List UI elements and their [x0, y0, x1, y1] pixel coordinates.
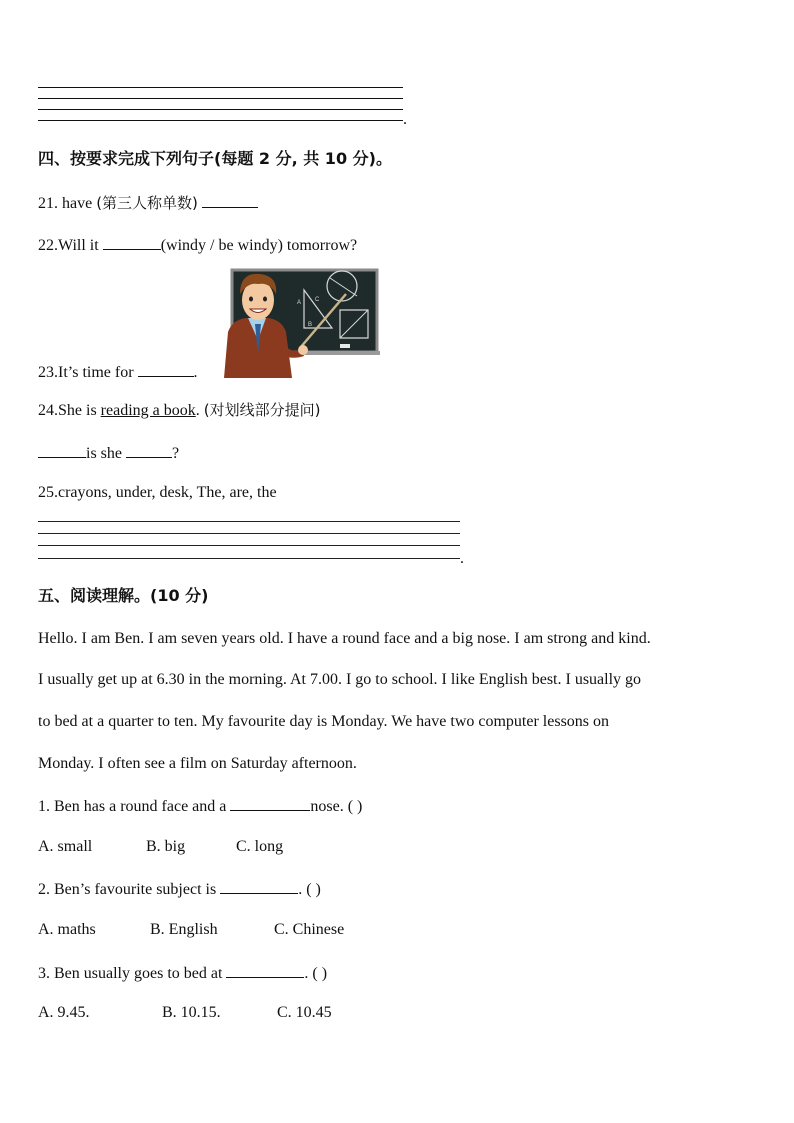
q24-blank-2[interactable]	[126, 442, 172, 458]
q21-word: have	[62, 195, 93, 212]
rq1-option-b[interactable]: B. big	[146, 838, 186, 855]
q21-blank[interactable]	[202, 192, 258, 208]
question-24	[38, 400, 320, 421]
rq1-stem-end: nose. ( )	[310, 798, 363, 815]
q24-answer-end: ?	[172, 445, 180, 462]
q23-pre: It’s time for	[58, 364, 134, 381]
q24-number: 24.	[38, 402, 58, 419]
q24-post: .	[195, 402, 200, 419]
rq2-stem: 2. Ben’s favourite subject is	[38, 881, 217, 898]
answer-line	[38, 545, 460, 546]
rq2-option-b[interactable]: B. English	[150, 921, 218, 938]
section4-title: 四、按要求完成下列句子(每题 2 分, 共 10 分)。	[38, 149, 392, 168]
q24-blank-1[interactable]	[38, 442, 86, 458]
answer-line	[38, 521, 460, 522]
question-24-answer	[38, 442, 179, 464]
rq3-option-b[interactable]: B. 10.15.	[162, 1004, 221, 1021]
rq2-stem-end: . ( )	[298, 881, 321, 898]
q21-number: 21.	[38, 195, 58, 212]
passage-line-4: Monday. I often see a film on Saturday afternoon.	[38, 755, 357, 772]
rq3-option-a[interactable]: A. 9.45.	[38, 1004, 90, 1021]
q25-words: crayons, under, desk, The, are, the	[58, 484, 277, 501]
q21-note: (第三人称单数)	[96, 194, 198, 212]
q23-number: 23.	[38, 364, 58, 381]
q22-pre: Will it	[58, 237, 99, 254]
section5-title: 五、阅读理解。(10 分)	[38, 586, 209, 605]
passage-line-1: Hello. I am Ben. I am seven years old. I have a round face and a big nose. I am strong and kind.	[38, 630, 651, 647]
answer-line	[38, 87, 403, 88]
rq3-stem: 3. Ben usually goes to bed at	[38, 965, 223, 982]
q24-note: (对划线部分提问)	[203, 401, 321, 419]
q23-blank[interactable]	[138, 361, 194, 377]
rq2-blank[interactable]	[220, 878, 298, 894]
q22-number: 22.	[38, 237, 58, 254]
reading-question-3	[38, 962, 327, 984]
reading-question-1	[38, 795, 362, 817]
teacher-at-blackboard-icon	[222, 268, 382, 378]
answer-line	[38, 558, 460, 559]
svg-text:C: C	[315, 297, 320, 303]
answer-line	[38, 109, 403, 110]
q23-post: .	[193, 364, 198, 381]
passage-line-2: I usually get up at 6.30 in the morning. At 7.00. I go to school. I like English best. I usually go	[38, 671, 642, 688]
answer-line	[38, 120, 403, 121]
rq2-option-c[interactable]: C. Chinese	[274, 921, 345, 938]
question-21	[38, 192, 258, 214]
rq1-blank[interactable]	[230, 795, 310, 811]
answer-line	[38, 98, 403, 99]
q24-answer-mid: is she	[86, 445, 122, 462]
question-22	[38, 234, 357, 256]
answer-line	[38, 533, 460, 534]
rq3-blank[interactable]	[226, 962, 304, 978]
rq2-option-a[interactable]: A. maths	[38, 921, 96, 938]
q22-post: (windy / be windy) tomorrow?	[160, 237, 358, 254]
q22-blank[interactable]	[103, 234, 161, 250]
line-end-dot: .	[403, 111, 407, 128]
rq3-stem-end: . ( )	[304, 965, 328, 982]
teacher-illustration	[222, 268, 382, 378]
rq1-option-a[interactable]: A. small	[38, 838, 93, 855]
rq3-option-c[interactable]: C. 10.45	[277, 1004, 332, 1021]
q25-end-dot: .	[460, 550, 464, 567]
passage-line-3: to bed at a quarter to ten. My favourite day is Monday. We have two computer lessons on	[38, 713, 610, 730]
reading-question-2	[38, 878, 321, 900]
rq1-stem: 1. Ben has a round face and a	[38, 798, 227, 815]
rq1-option-c[interactable]: C. long	[236, 838, 284, 855]
svg-text:A: A	[297, 300, 302, 306]
q24-pre: She is	[58, 402, 97, 419]
q24-underlined-phrase: reading a book	[100, 402, 196, 419]
question-25	[38, 483, 277, 503]
question-23	[38, 361, 198, 383]
q25-number: 25.	[38, 484, 58, 501]
svg-text:B: B	[308, 322, 313, 328]
